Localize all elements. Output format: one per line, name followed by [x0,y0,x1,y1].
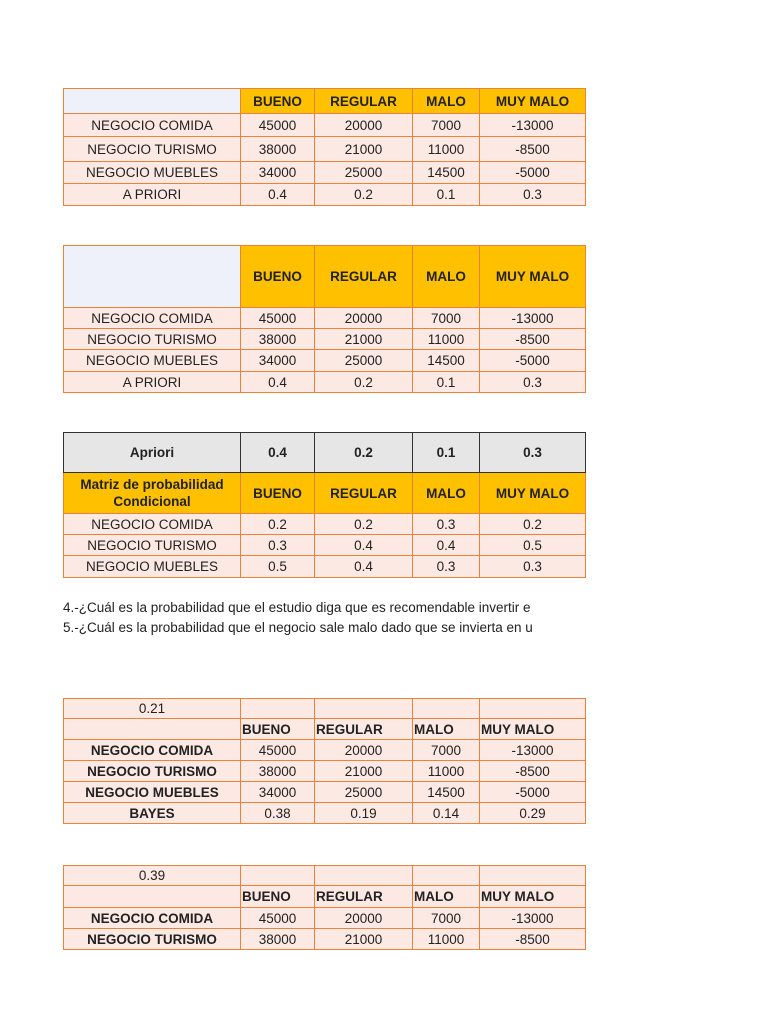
cell[interactable]: 14500 [413,350,480,372]
cell[interactable]: 7000 [413,114,480,137]
cell[interactable]: 34000 [241,162,315,184]
cell[interactable]: 25000 [315,782,413,803]
bayes-table [63,698,586,824]
cell[interactable]: 0.3 [241,535,315,556]
cell[interactable]: 0.2 [315,372,413,393]
cell[interactable]: 11000 [413,929,480,950]
cell[interactable]: 0.5 [241,556,315,578]
row-label[interactable]: NEGOCIO COMIDA [64,114,241,137]
table-row [64,761,586,782]
table-row [64,535,586,556]
header-regular[interactable]: REGULAR [315,719,413,740]
row-label[interactable]: NEGOCIO TURISMO [64,929,241,950]
cell[interactable]: 21000 [315,761,413,782]
cell[interactable]: 0.29 [480,803,586,824]
header-bueno[interactable]: BUENO [241,246,315,308]
cell[interactable]: 0.3 [413,556,480,578]
header-regular[interactable]: REGULAR [315,89,413,114]
cell[interactable]: 0.4 [241,184,315,206]
row-label[interactable]: NEGOCIO TURISMO [64,329,241,350]
header-regular[interactable]: REGULAR [315,473,413,514]
header-muy-malo[interactable]: MUY MALO [480,246,586,308]
row-label[interactable]: NEGOCIO COMIDA [64,514,241,535]
cell[interactable]: 14500 [413,162,480,184]
cell[interactable]: 20000 [315,908,413,929]
header-bueno[interactable]: BUENO [241,89,315,114]
cell[interactable]: 38000 [241,329,315,350]
header-malo[interactable]: MALO [413,719,480,740]
empty-cell[interactable] [315,699,413,719]
table-row [64,137,586,162]
cell[interactable]: 21000 [315,137,413,162]
row-label[interactable]: NEGOCIO TURISMO [64,535,241,556]
result-value[interactable]: 0.21 [64,699,241,719]
cell[interactable]: 34000 [241,782,315,803]
cell[interactable]: 0.14 [413,803,480,824]
header-bueno[interactable]: BUENO [241,886,315,908]
corner-cell[interactable] [64,246,241,308]
row-label[interactable]: NEGOCIO MUEBLES [64,350,241,372]
cell[interactable]: 21000 [315,929,413,950]
empty-cell[interactable] [480,866,586,886]
cell[interactable]: -8500 [480,329,586,350]
row-label[interactable]: NEGOCIO MUEBLES [64,782,241,803]
cell[interactable]: -13000 [480,740,586,761]
cell[interactable]: -8500 [480,761,586,782]
table-row [64,308,586,329]
matrix-label[interactable]: Matriz de probabilidad Condicional [64,473,241,514]
cell[interactable]: 7000 [413,308,480,329]
cell[interactable]: 11000 [413,761,480,782]
cell[interactable]: 0.3 [480,372,586,393]
cell[interactable]: 11000 [413,329,480,350]
result-table [63,865,586,950]
cell[interactable]: 0.3 [480,184,586,206]
cell[interactable]: 0.4 [241,372,315,393]
table-row [64,908,586,929]
cell[interactable]: 45000 [241,308,315,329]
apriori-value[interactable]: 0.4 [241,433,315,473]
empty-cell[interactable] [64,719,241,740]
header-muy-malo[interactable]: MUY MALO [480,719,586,740]
row-label[interactable]: NEGOCIO COMIDA [64,908,241,929]
table-row [64,329,586,350]
cell[interactable]: 0.4 [413,535,480,556]
cell[interactable]: 45000 [241,740,315,761]
cell[interactable]: 0.2 [241,514,315,535]
header-malo[interactable]: MALO [413,89,480,114]
apriori-value[interactable]: 0.1 [413,433,480,473]
cell[interactable]: 0.2 [315,514,413,535]
table-row [64,350,586,372]
cell[interactable]: 38000 [241,761,315,782]
cell[interactable]: 0.4 [315,535,413,556]
cell[interactable]: -13000 [480,908,586,929]
cell[interactable]: -8500 [480,929,586,950]
row-label[interactable]: NEGOCIO COMIDA [64,308,241,329]
cell[interactable]: 0.3 [480,556,586,578]
cell[interactable]: 11000 [413,137,480,162]
table-row [64,514,586,535]
header-muy-malo[interactable]: MUY MALO [480,89,586,114]
cell[interactable]: 0.4 [315,556,413,578]
apriori-value[interactable]: 0.2 [315,433,413,473]
cell[interactable]: 21000 [315,329,413,350]
cell[interactable]: 38000 [241,929,315,950]
table-row [64,803,586,824]
table-row [64,929,586,950]
table-row [64,372,586,393]
table-row [64,556,586,578]
cell[interactable]: 0.38 [241,803,315,824]
cell[interactable]: 0.1 [413,184,480,206]
empty-cell[interactable] [413,866,480,886]
header-malo[interactable]: MALO [413,886,480,908]
cell[interactable]: 45000 [241,114,315,137]
empty-cell[interactable] [64,886,241,908]
cell[interactable]: 34000 [241,350,315,372]
row-label[interactable]: NEGOCIO COMIDA [64,740,241,761]
table-row [64,740,586,761]
header-regular[interactable]: REGULAR [315,886,413,908]
cell[interactable]: 0.19 [315,803,413,824]
row-label[interactable]: A PRIORI [64,184,241,206]
table-row [64,782,586,803]
row-label[interactable]: BAYES [64,803,241,824]
cell[interactable]: -5000 [480,162,586,184]
payoff-table-2 [63,245,586,393]
row-label[interactable]: NEGOCIO MUEBLES [64,162,241,184]
result-value[interactable]: 0.39 [64,866,241,886]
cell[interactable]: -8500 [480,137,586,162]
conditional-probability-table [63,432,586,578]
cell[interactable]: -13000 [480,308,586,329]
header-malo[interactable]: MALO [413,473,480,514]
cell[interactable]: 20000 [315,740,413,761]
apriori-value[interactable]: 0.3 [480,433,586,473]
corner-cell[interactable] [64,89,241,114]
header-regular[interactable]: REGULAR [315,246,413,308]
header-muy-malo[interactable]: MUY MALO [480,473,586,514]
cell[interactable]: 14500 [413,782,480,803]
header-malo[interactable]: MALO [413,246,480,308]
table-row [64,184,586,206]
empty-cell[interactable] [241,699,315,719]
cell[interactable]: 38000 [241,137,315,162]
cell[interactable]: 20000 [315,308,413,329]
header-bueno[interactable]: BUENO [241,473,315,514]
cell[interactable]: 0.3 [413,514,480,535]
empty-cell[interactable] [413,699,480,719]
row-label[interactable]: NEGOCIO TURISMO [64,137,241,162]
header-bueno[interactable]: BUENO [241,719,315,740]
cell[interactable]: 0.1 [413,372,480,393]
cell[interactable]: 25000 [315,350,413,372]
row-label[interactable]: NEGOCIO TURISMO [64,761,241,782]
payoff-table-1 [63,88,586,206]
cell[interactable]: -5000 [480,782,586,803]
cell[interactable]: -5000 [480,350,586,372]
question-5[interactable]: 5.-¿Cuál es la probabilidad que el negocio sale malo dado que se invierta en u [63,620,533,635]
table-row [64,114,586,137]
cell[interactable]: 0.2 [315,184,413,206]
cell[interactable]: 7000 [413,908,480,929]
cell[interactable]: 7000 [413,740,480,761]
header-muy-malo[interactable]: MUY MALO [480,886,586,908]
table-row [64,162,586,184]
cell[interactable]: 0.2 [480,514,586,535]
cell[interactable]: 0.5 [480,535,586,556]
cell[interactable]: 20000 [315,114,413,137]
cell[interactable]: 25000 [315,162,413,184]
question-4[interactable]: 4.-¿Cuál es la probabilidad que el estudio diga que es recomendable invertir e [63,600,531,615]
empty-cell[interactable] [241,866,315,886]
empty-cell[interactable] [480,699,586,719]
apriori-label[interactable]: Apriori [64,433,241,473]
cell[interactable]: 45000 [241,908,315,929]
row-label[interactable]: NEGOCIO MUEBLES [64,556,241,578]
empty-cell[interactable] [315,866,413,886]
row-label[interactable]: A PRIORI [64,372,241,393]
cell[interactable]: -13000 [480,114,586,137]
